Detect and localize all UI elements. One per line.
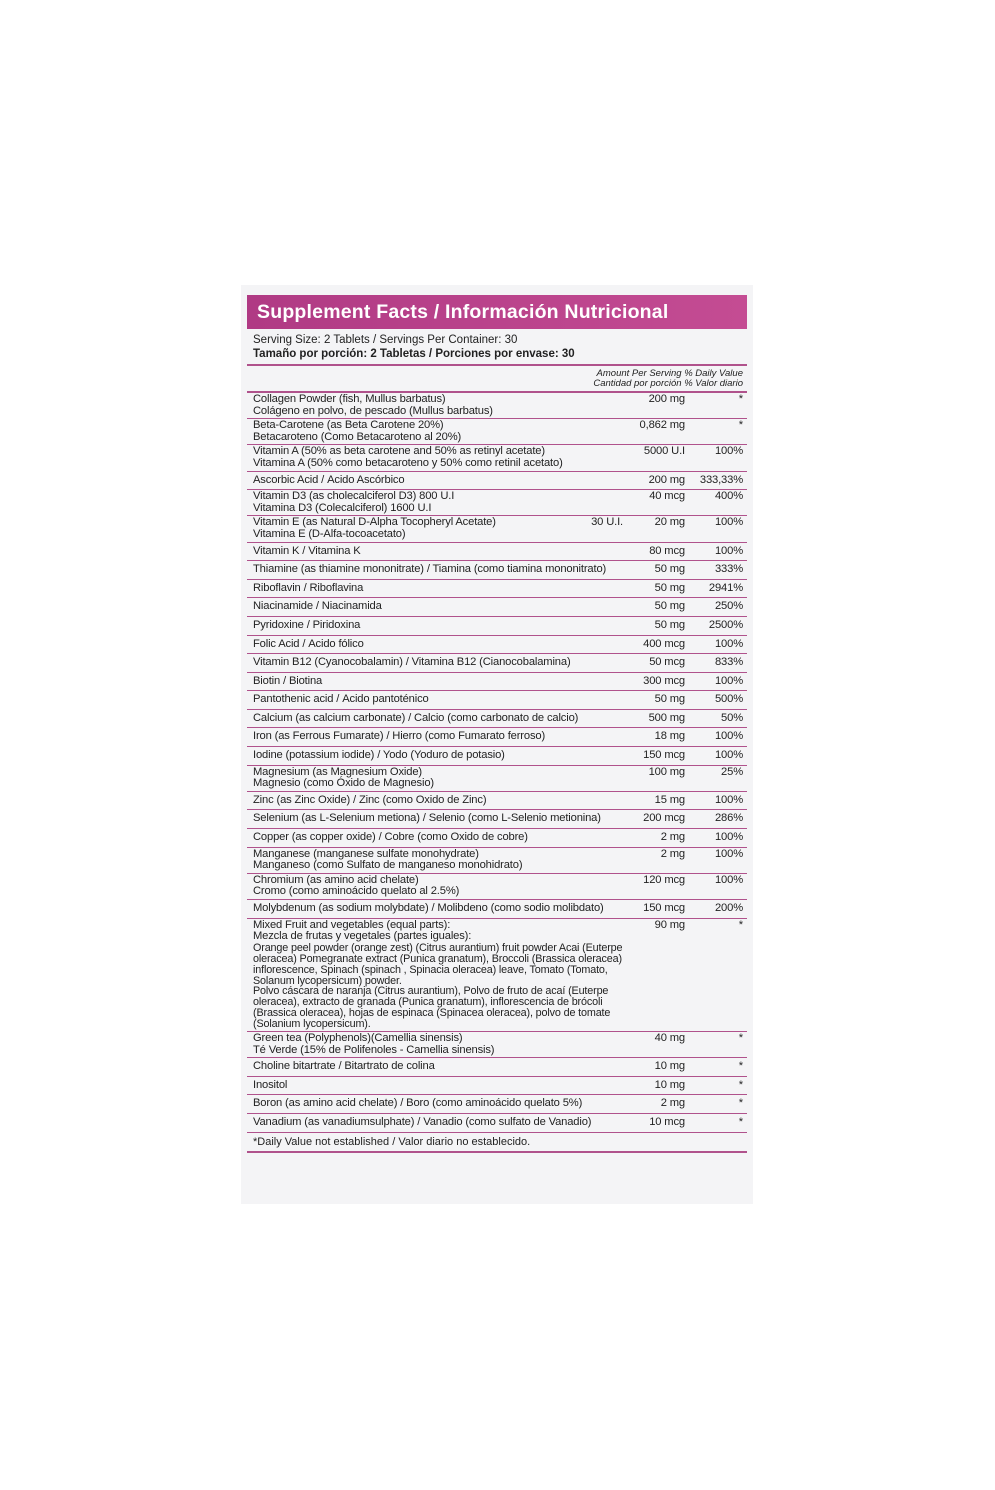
nutrient-daily-value: *: [738, 1116, 743, 1128]
nutrient-daily-value: 100%: [714, 793, 743, 806]
nutrient-amount: 18 mg: [654, 730, 685, 743]
nutrient-name: [253, 546, 627, 558]
nutrient-name: [253, 903, 627, 915]
nutrient-name: [253, 1033, 627, 1056]
nutrient-name: [253, 491, 627, 514]
nutrient-amount: 2 mg: [660, 1097, 685, 1110]
nutrient-daily-value: 100%: [714, 730, 743, 743]
nutrient-daily-value: 400%: [714, 490, 743, 503]
blend-description: Polvo cáscara de naranja (Citrus aurantium), Polvo de fruto de acaí (Euterpe oleracea), extracto de granada (Punica granatum), inflorescencia de brócoli (Brassica oleracea), hojas de espinaca (Spinacea oleracea), polvo de tomate (Solanium lycopersicum).: [253, 985, 611, 1031]
dv-header-en: % Daily Value: [684, 368, 743, 379]
nutrient-name-line: Thiamine (as thiamine mononitrate) / Tiamina (como tiamina mononitrato): [253, 564, 607, 576]
nutrient-daily-value: *: [738, 419, 743, 432]
nutrient-daily-value: *: [738, 918, 743, 931]
nutrient-amount: 0,862 mg: [639, 419, 685, 432]
nutrient-name-line: Vitamina E (D-Alfa-tocoacetato): [253, 527, 406, 540]
nutrient-row: [247, 728, 747, 747]
nutrient-row: [247, 598, 747, 617]
nutrient-name: [253, 1098, 627, 1110]
nutrient-amount: 90 mg: [654, 918, 685, 931]
nutrient-name: [253, 750, 627, 762]
nutrient-amount: 200 mg: [648, 473, 685, 486]
nutrient-name-line: Vitamina D3 (Colecalciferol) 1600 U.I: [253, 501, 432, 514]
nutrient-row: [247, 445, 747, 471]
nutrient-row: [247, 829, 747, 848]
nutrient-name: [253, 639, 627, 651]
nutrient-name-line: Vitamin K / Vitamina K: [253, 545, 361, 557]
nutrient-name-line: Inositol: [253, 1079, 288, 1091]
nutrient-rows: [247, 393, 747, 1133]
supplement-facts-panel: [241, 285, 753, 1204]
nutrient-name: [253, 676, 627, 688]
nutrient-row: [247, 1095, 747, 1114]
nutrient-amount: 50 mg: [654, 618, 685, 631]
nutrient-name: [253, 767, 627, 790]
nutrient-row: [247, 691, 747, 710]
nutrient-name-line: Vitamin B12 (Cyanocobalamin) / Vitamina B12 (Cianocobalamina): [253, 657, 571, 669]
nutrient-name-line: Pyridoxine / Piridoxina: [253, 619, 361, 631]
nutrient-daily-value: 833%: [714, 656, 743, 669]
nutrient-daily-value: 333%: [714, 563, 743, 576]
nutrient-row: [247, 747, 747, 766]
nutrient-name-line: Molybdenum (as sodium molybdate) / Molibdeno (como sodio molibdato): [253, 903, 604, 914]
nutrient-daily-value: *: [738, 1097, 743, 1110]
nutrient-daily-value: *: [738, 1032, 743, 1045]
nutrient-row: [247, 1032, 747, 1058]
nutrient-daily-value: 100%: [714, 873, 743, 886]
nutrient-daily-value: 333,33%: [699, 473, 743, 486]
nutrient-daily-value: 100%: [714, 544, 743, 557]
nutrient-daily-value: *: [738, 1078, 743, 1091]
nutrient-row: [247, 472, 747, 491]
nutrient-amount: 10 mcg: [649, 1116, 685, 1128]
nutrient-name: [253, 475, 627, 487]
nutrient-name-line: Pantothenic acid / Ácido pantoténico: [253, 694, 429, 706]
nutrient-amount: 2 mg: [660, 831, 685, 844]
nutrient-row: [247, 654, 747, 673]
nutrient-name: [253, 832, 627, 844]
nutrient-name-line: Green tea (Polyphenols)(Camellia sinensis): [253, 1033, 463, 1045]
nutrient-name-line: Biotin / Biotina: [253, 675, 323, 687]
nutrient-row: [247, 419, 747, 445]
nutrient-name: [253, 1080, 627, 1092]
blend-description: Orange peel powder (orange zest) (Citrus aurantium) fruit powder Acai (Euterpe oleracea) Pomegranate extract (Punica granatum), Broccoli (Brassica oleracea) inflorescence, Spinach (spinach , Spinacia oleracea) leave, Tomato (Tomato, Solanum lycopersicum) powder.: [253, 941, 623, 987]
nutrient-daily-value: *: [738, 393, 743, 405]
nutrient-name-line: Manganese (manganese sulfate monohydrate): [253, 848, 479, 860]
nutrient-daily-value: 100%: [714, 637, 743, 650]
nutrient-name: [253, 446, 627, 469]
nutrient-amount: 300 mcg: [643, 674, 685, 687]
nutrient-row: [247, 580, 747, 599]
nutrient-name: [253, 1117, 627, 1129]
nutrient-row: [247, 1077, 747, 1096]
nutrient-amount: 400 mcg: [643, 637, 685, 650]
column-header-text: [593, 369, 743, 389]
nutrient-daily-value: 286%: [714, 812, 743, 825]
nutrient-name-line: Vitamin D3 (as cholecalciferol D3) 800 U.I: [253, 491, 455, 503]
panel-title: Supplement Facts / Información Nutricional: [247, 295, 747, 329]
nutrient-daily-value: 200%: [714, 902, 743, 914]
nutrient-row: [247, 766, 747, 792]
nutrient-name-line: Mezcla de frutas y vegetales (partes iguales):: [253, 930, 472, 943]
nutrient-row: [247, 792, 747, 811]
nutrient-daily-value: 50%: [721, 711, 743, 724]
nutrient-name-line: Boron (as amino acid chelate) / Boro (como aminoácido quelato 5%): [253, 1098, 583, 1110]
nutrient-row: [247, 874, 747, 900]
footnote: *Daily Value not established / Valor diario no establecido.: [247, 1133, 747, 1153]
nutrient-name-line: Copper (as copper oxide) / Cobre (como Óxido de cobre): [253, 832, 528, 844]
nutrient-row: [247, 617, 747, 636]
nutrient-amount: 50 mg: [654, 563, 685, 576]
nutrient-name-line: Choline bitartrate / Bitartrato de colina: [253, 1061, 435, 1073]
nutrient-name: [253, 875, 627, 898]
amount-header-es: Cantidad por porción: [593, 378, 682, 389]
nutrient-name: [253, 849, 627, 872]
nutrient-name-line: Mixed Fruit and vegetables (equal parts):: [253, 919, 451, 931]
nutrient-iu: 30 U.I.: [591, 516, 623, 529]
nutrient-row: [247, 1114, 747, 1133]
nutrient-amount: 100 mg: [648, 765, 685, 778]
nutrient-name: [253, 731, 627, 743]
nutrient-name-line: Cromo (como aminoácido quelato al 2.5%): [253, 885, 460, 898]
nutrient-name-line: Manganeso (como Sulfato de manganeso monohidrato): [253, 859, 523, 872]
nutrient-amount: 10 mg: [654, 1060, 685, 1073]
nutrient-row: [247, 516, 747, 542]
nutrient-amount: 20 mg: [654, 516, 685, 529]
nutrient-amount: 50 mg: [654, 581, 685, 594]
nutrient-daily-value: 100%: [714, 516, 743, 529]
nutrient-name-line: Selenium (as L-Selenium metiona) / Selenio (como L-Selenio metionina): [253, 813, 601, 825]
nutrient-name: [253, 1061, 627, 1073]
nutrient-name: [253, 620, 627, 632]
nutrient-row: [247, 673, 747, 692]
nutrient-daily-value: 100%: [714, 831, 743, 844]
nutrient-name-line: Vitamin E (as Natural D-Alpha Tocopheryl Acetate): [253, 517, 496, 529]
nutrient-name: [253, 694, 627, 706]
nutrient-row: [247, 919, 747, 1032]
serving-info: [247, 329, 747, 366]
nutrient-name-line: Vitamina A (50% como betacaroteno y 50% como retinil acetato): [253, 456, 563, 469]
nutrient-name-line: Magnesium (as Magnesium Oxide): [253, 766, 422, 778]
nutrient-amount: 200 mcg: [643, 812, 685, 825]
nutrient-name-line: Niacinamide / Niacinamida: [253, 601, 382, 613]
nutrient-name-line: Chromium (as amino acid chelate): [253, 874, 419, 886]
nutrient-name-line: Iron (as Ferrous Fumarate) / Hierro (como Fumarato ferroso): [253, 731, 546, 743]
nutrient-amount: 120 mcg: [643, 873, 685, 886]
nutrient-daily-value: 500%: [714, 693, 743, 706]
nutrient-name-line: Zinc (as Zinc Oxide) / Zinc (como Óxido de Zinc): [253, 794, 487, 806]
nutrient-amount: 5000 U.I: [643, 445, 685, 458]
nutrient-name: [253, 920, 627, 1030]
nutrient-name-line: Folic Acid / Ácido fólico: [253, 638, 364, 650]
nutrient-amount: 150 mcg: [643, 749, 685, 762]
dv-header-es: % Valor diario: [684, 378, 743, 389]
nutrient-name-line: Riboflavin / Riboflavina: [253, 582, 364, 594]
nutrient-amount: 40 mg: [654, 1032, 685, 1045]
nutrient-name-line: Iodine (potassium iodide) / Yodo (Yoduro de potasio): [253, 750, 505, 762]
nutrient-amount: 200 mg: [648, 393, 685, 405]
nutrient-amount: 80 mcg: [649, 544, 685, 557]
nutrient-name: [253, 583, 627, 595]
nutrient-amount: 50 mg: [654, 600, 685, 613]
nutrient-amount: 50 mg: [654, 693, 685, 706]
nutrient-amount: 500 mg: [648, 711, 685, 724]
nutrient-name: [253, 420, 627, 443]
nutrient-amount: 150 mcg: [643, 902, 685, 914]
nutrient-name-line: Vitamin A (50% as beta carotene and 50% as retinyl acetate): [253, 446, 545, 458]
nutrient-name-line: Colágeno en polvo, de pescado (Mullus barbatus): [253, 404, 493, 417]
nutrient-amount: 50 mcg: [649, 656, 685, 669]
nutrient-name-line: Betacaroteno (Como Betacaroteno al 20%): [253, 430, 462, 443]
nutrient-daily-value: 250%: [714, 600, 743, 613]
serving-size-en: Serving Size: 2 Tablets / Servings Per Container: 30: [253, 334, 518, 346]
column-header: [247, 366, 747, 393]
nutrient-name: [253, 795, 627, 807]
nutrient-name-line: Collagen Powder (fish, Mullus barbatus): [253, 394, 446, 405]
nutrient-amount: 10 mg: [654, 1078, 685, 1091]
amount-header-en: Amount Per Serving: [596, 368, 682, 379]
nutrient-row: [247, 710, 747, 729]
nutrient-daily-value: 2500%: [708, 618, 743, 631]
nutrient-row: [247, 848, 747, 874]
nutrient-daily-value: 100%: [714, 749, 743, 762]
nutrient-name-line: Beta-Carotene (as Beta Carotene 20%): [253, 420, 444, 432]
nutrient-row: [247, 1058, 747, 1077]
nutrient-name: [253, 601, 627, 613]
nutrient-name-line: Vanadium (as vanadiumsulphate) / Vanadio (como sulfato de Vanadio): [253, 1117, 592, 1128]
nutrient-row: [247, 490, 747, 516]
nutrient-name: [253, 394, 627, 417]
serving-size-es: Tamaño por porción: 2 Tabletas / Porciones por envase: 30: [253, 348, 575, 360]
nutrient-daily-value: 100%: [714, 445, 743, 458]
nutrient-name-line: Ascorbic Acid / Ácido Ascórbico: [253, 474, 405, 486]
nutrient-row: [247, 810, 747, 829]
nutrient-amount: 2 mg: [660, 847, 685, 860]
nutrient-amount: 40 mcg: [649, 490, 685, 503]
nutrient-row: [247, 543, 747, 562]
nutrient-row: [247, 561, 747, 580]
nutrient-name: [253, 713, 627, 725]
nutrient-daily-value: 100%: [714, 674, 743, 687]
nutrient-name-line: Té Verde (15% de Polifenoles - Camellia sinensis): [253, 1043, 495, 1056]
nutrient-daily-value: *: [738, 1060, 743, 1073]
nutrient-name-line: Magnesio (como Óxido de Magnesio): [253, 777, 434, 790]
nutrient-name-line: Calcium (as calcium carbonate) / Calcio (como carbonato de calcio): [253, 712, 579, 724]
nutrient-daily-value: 100%: [714, 847, 743, 860]
nutrient-name: [253, 813, 627, 825]
nutrient-name: [253, 657, 627, 669]
nutrient-row: [247, 393, 747, 419]
nutrient-daily-value: 25%: [721, 765, 743, 778]
nutrient-amount: 15 mg: [654, 793, 685, 806]
nutrient-daily-value: 2941%: [708, 581, 743, 594]
nutrient-row: [247, 636, 747, 655]
nutrient-name: [253, 517, 583, 540]
nutrient-row: [247, 900, 747, 919]
nutrient-name: [253, 564, 627, 576]
